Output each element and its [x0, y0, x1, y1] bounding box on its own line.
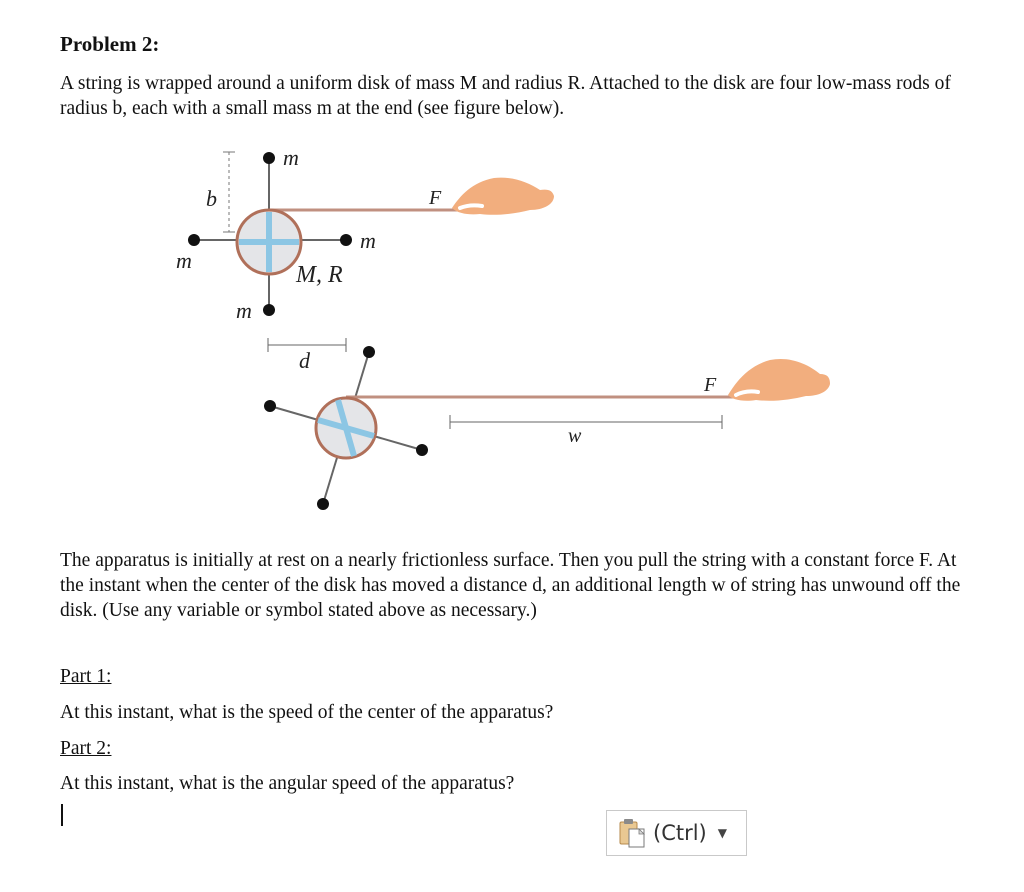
mass-label: m	[236, 298, 252, 323]
point-mass	[188, 234, 200, 246]
later-apparatus	[264, 346, 830, 510]
point-mass	[263, 152, 275, 164]
problem-setup: The apparatus is initially at rest on a nearly frictionless surface. Then you pull the string with a constant force F. At the instant when the center of the disk has moved a distance d, an additional length w of string has unwound off the disk. (Use any variable or symbol stated above as necessary.)	[60, 550, 961, 621]
force-label: F	[704, 374, 717, 396]
mass-label: m	[360, 228, 376, 253]
paste-options-button[interactable]	[606, 810, 747, 856]
point-mass	[317, 498, 329, 510]
distance-indicator	[268, 338, 346, 373]
part2-question: At this instant, what is the angular speed of the apparatus?	[60, 773, 515, 794]
mass-label: m	[176, 248, 192, 273]
distance-label: d	[299, 348, 310, 373]
point-mass	[363, 346, 375, 358]
point-mass	[263, 304, 275, 316]
text-cursor	[61, 804, 63, 826]
point-mass	[416, 444, 428, 456]
hand-icon	[452, 178, 554, 215]
point-mass	[340, 234, 352, 246]
rod-length-label: b	[206, 186, 217, 211]
clipboard-icon	[619, 818, 647, 848]
part2-label: Part 2:	[60, 738, 112, 759]
point-mass	[264, 400, 276, 412]
part1-question: At this instant, what is the speed of the center of the apparatus?	[60, 702, 554, 723]
disk-label: M, R	[296, 262, 343, 288]
chevron-down-icon[interactable]: ▼	[717, 826, 727, 840]
unwound-length-label: w	[568, 425, 582, 447]
unwound-length-indicator	[450, 415, 722, 447]
force-label: F	[429, 187, 442, 209]
paste-options-label: (Ctrl)	[653, 821, 707, 845]
apparatus-figure	[160, 138, 840, 518]
initial-apparatus	[176, 145, 554, 323]
problem-intro: A string is wrapped around a uniform disk of mass M and radius R. Attached to the disk are four low-mass rods of radius b, each with a small mass m at the end (see figure below).	[60, 73, 951, 119]
hand-icon	[728, 359, 830, 401]
mass-label: m	[283, 145, 299, 170]
part1-label: Part 1:	[60, 666, 112, 687]
problem-heading: Problem 2:	[60, 32, 160, 56]
